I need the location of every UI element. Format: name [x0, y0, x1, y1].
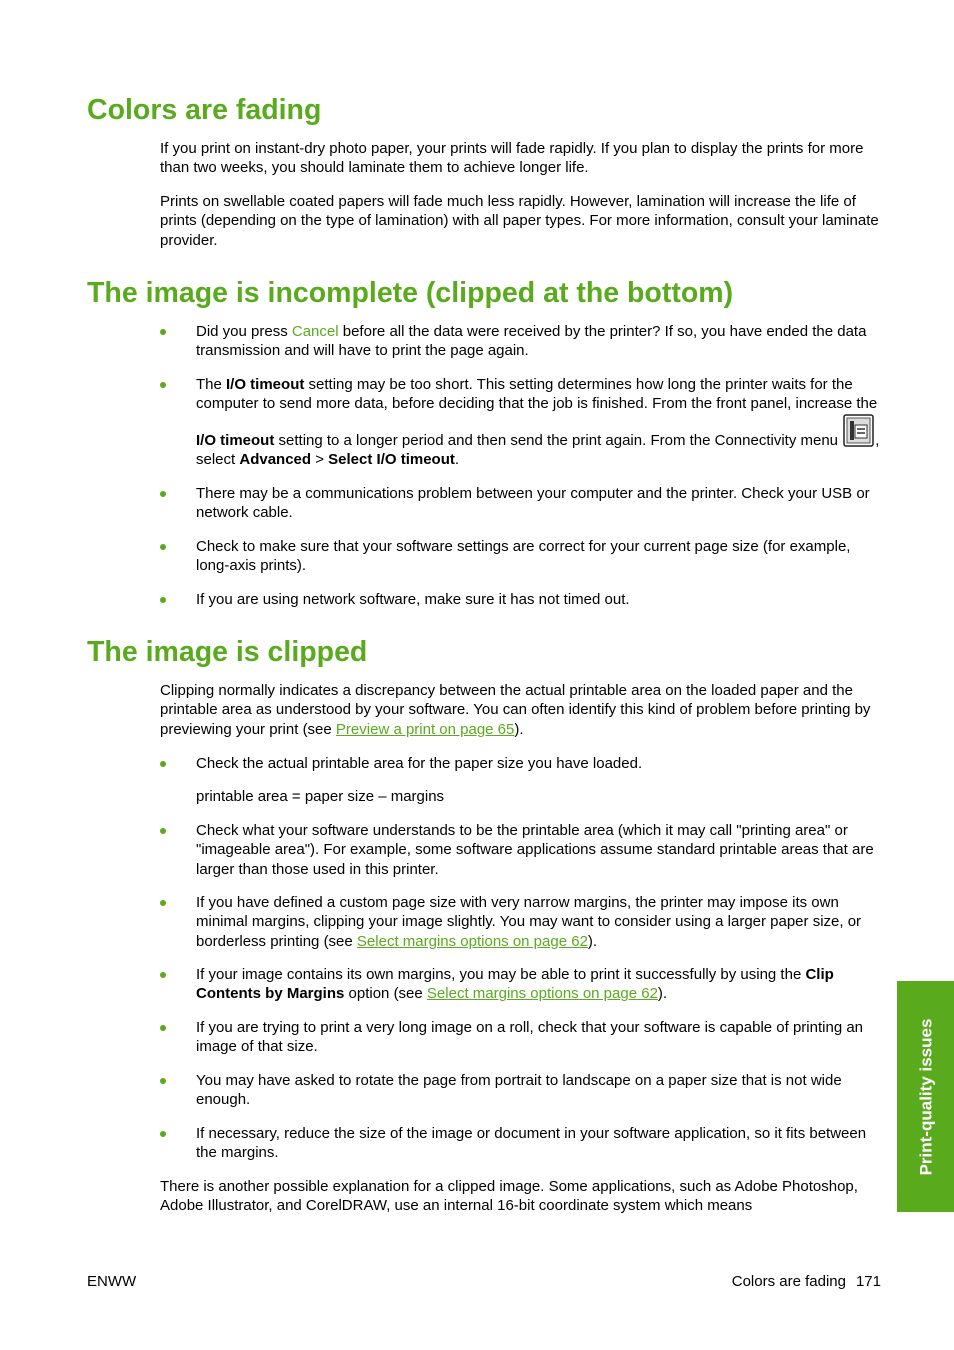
list-item-text: Did you press Cancel before all the data were received by the printer? If so, you have ended the data transmission and will have to print the page again. — [196, 323, 867, 360]
bullet-icon — [160, 972, 166, 978]
footer-right — [732, 1272, 881, 1291]
heading-image-incomplete: The image is incomplete (clipped at the bottom) — [87, 277, 734, 309]
paragraph-instant-dry: If you print on instant-dry photo paper, your prints will fade rapidly. If you plan to display the prints for more than two weeks, you should laminate them to achieve longer life. — [160, 140, 864, 177]
list-item-text: Check to make sure that your software settings are correct for your current page size (for example, long-axis prints). — [196, 538, 851, 575]
bullet-icon — [160, 761, 166, 767]
bullet-icon — [160, 544, 166, 550]
list-item-text: Check what your software understands to be the printable area (which it may call "printing area" or "imageable area"). For example, some software applications assume standard printable areas that are larger than those used in this printer. — [196, 822, 874, 878]
list-item-text: If you are trying to print a very long image on a roll, check that your software is capable of printing an image of that size. — [196, 1019, 864, 1056]
side-tab-label: Print-quality issues — [915, 1018, 935, 1175]
footer-section: Colors are fading — [731, 1273, 846, 1290]
list-item-text: You may have asked to rotate the page from portrait to landscape on a paper size that is not wide enough. — [196, 1072, 842, 1109]
link-select-margins[interactable]: Select margins options on page 62 — [356, 932, 588, 950]
link-preview-print[interactable]: Preview a print on page 65 — [335, 720, 515, 738]
bullet-icon — [160, 597, 166, 603]
cancel-keyword: Cancel — [291, 323, 339, 340]
heading-image-clipped: The image is clipped — [87, 636, 368, 668]
bullet-icon — [160, 1025, 166, 1031]
list-item-text: If you have defined a custom page size with very narrow margins, the printer may impose its own minimal margins, clipping your image slightly. You may want to consider using a larger paper size, or borderless printing (see Select margins options on page 62). — [196, 894, 862, 950]
paragraph-swellable: Prints on swellable coated papers will fade much less rapidly. However, lamination will increase the life of prints (depending on the type of lamination) with all paper types. For more information, consult your laminate provider. — [160, 193, 879, 249]
side-tab — [897, 981, 954, 1212]
connectivity-menu-icon — [843, 414, 874, 447]
formula-printable-area: printable area = paper size – margins — [196, 788, 445, 805]
paragraph-another-explanation: There is another possible explanation for a clipped image. Some applications, such as Adobe Photoshop, Adobe Illustrator, and CorelDRAW, use an internal 16-bit coordinate system which means — [160, 1178, 858, 1215]
bullet-icon — [160, 900, 166, 906]
list-item-text: If your image contains its own margins, you may be able to print it successfully by using the Clip Contents by Margins option (see Select margins options on page 62). — [196, 966, 834, 1003]
paragraph-clipping-intro: Clipping normally indicates a discrepancy between the actual printable area on the loaded paper and the printable area as understood by your software. You can often identify this kind of problem before printing by previewing your print (see Preview a print on page 65). — [160, 682, 871, 738]
bullet-icon — [160, 1131, 166, 1137]
list-item-text: If necessary, reduce the size of the image or document in your software application, so it fits between the margins. — [196, 1125, 867, 1162]
link-select-margins[interactable]: Select margins options on page 62 — [426, 985, 658, 1003]
bullet-icon — [160, 329, 166, 335]
bullet-icon — [160, 828, 166, 834]
bullet-icon — [160, 382, 166, 388]
footer-left: ENWW — [87, 1273, 137, 1290]
bullet-icon — [160, 1078, 166, 1084]
list-item-text: There may be a communications problem between your computer and the printer. Check your USB or network cable. — [196, 485, 870, 522]
list-item-text: If you are using network software, make sure it has not timed out. — [196, 591, 630, 608]
page-number: 171 — [855, 1273, 881, 1290]
heading-colors-are-fading: Colors are fading — [87, 94, 322, 126]
list-item-text: The I/O timeout setting may be too short. This setting determines how long the printer waits for the computer to send more data, before deciding that the job is finished. From the front panel, increase the I/O timeout setting to a longer period and then send the print again. From the Connectivity menu , select Advanced > Select I/O timeout. — [196, 376, 880, 469]
bullet-icon — [160, 491, 166, 497]
list-item-text: Check the actual printable area for the paper size you have loaded. — [196, 755, 643, 772]
